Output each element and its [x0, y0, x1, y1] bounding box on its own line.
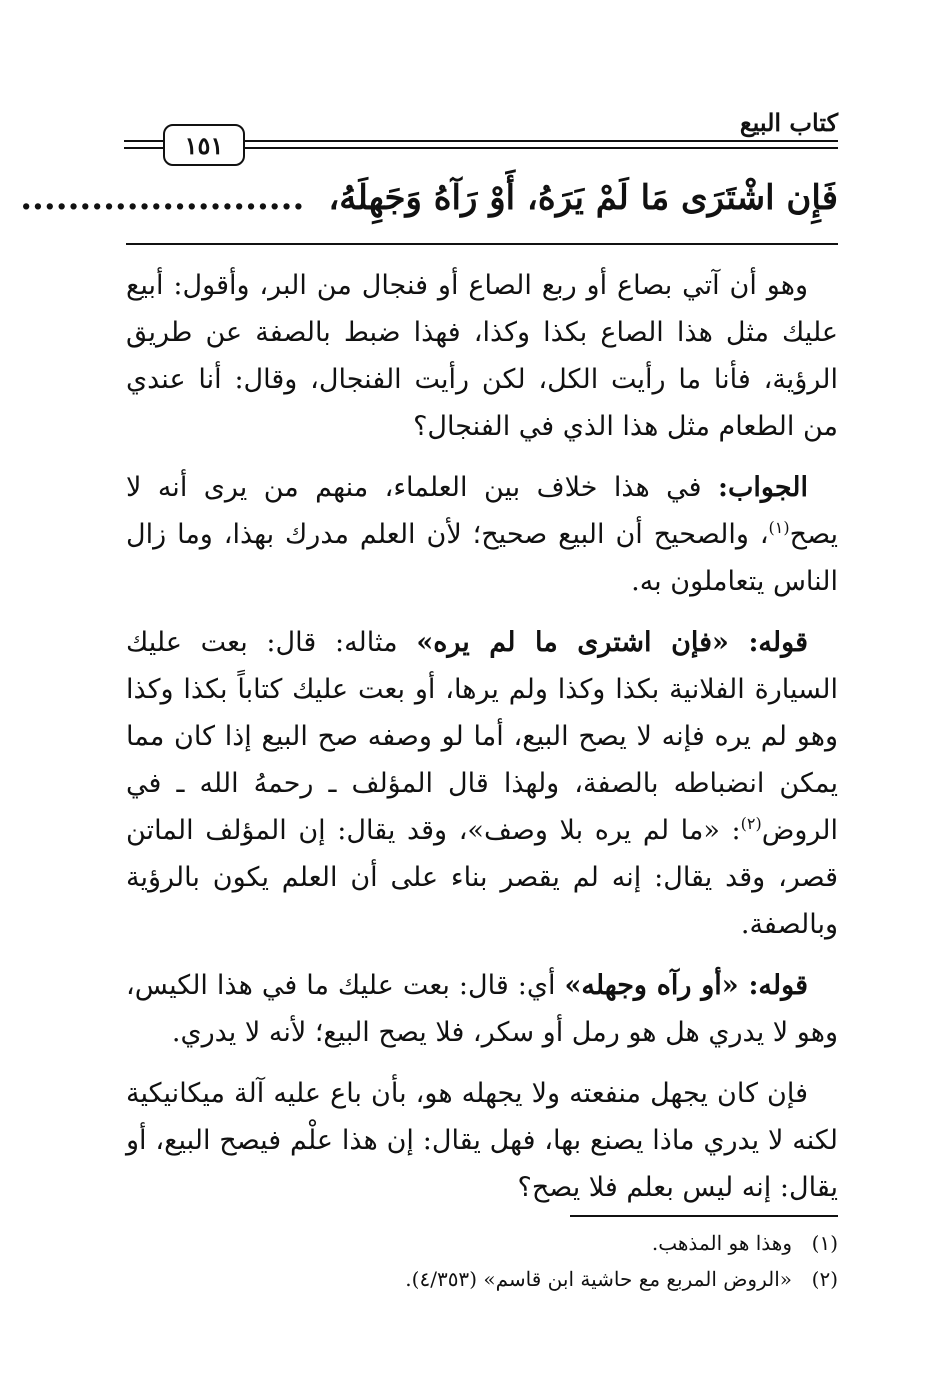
paragraph-4-quote: «أو رآه وجهله» — [564, 970, 749, 1001]
footnote-ref-2: (٢) — [740, 814, 762, 833]
paragraph-2 — [126, 464, 838, 605]
paragraph-2-text-b: ، والصحيح أن البيع صحيح؛ لأن العلم مدرك بهذا، وما زال الناس يتعاملون به. — [126, 519, 838, 597]
paragraph-5: فإن كان يجهل منفعته ولا يجهله هو، بأن باع عليه آلة ميكانيكية لكنه لا يدري ماذا يصنع بها، فهل يقال: إن هذا علْم فيصح البيع، أو يقال: إنه ليس بعلم فلا يصح؟ — [126, 1078, 838, 1203]
footnote-rule — [570, 1215, 838, 1217]
footnotes — [126, 1225, 838, 1297]
paragraph-2-text-a: في هذا خلاف بين العلماء، منهم من يرى أنه لا يصح — [126, 472, 838, 550]
footnote-ref-1: (١) — [768, 518, 790, 537]
paragraph-3-quote: «فإن اشترى ما لم يره» — [416, 627, 749, 658]
matn-dots: ........................ — [20, 178, 305, 218]
page-number: ١٥١ — [184, 130, 224, 160]
qawluhu-label-2: قوله: — [748, 970, 808, 1001]
header-rule-left-bottom — [124, 147, 164, 149]
footnote-1-number: (١) — [811, 1231, 838, 1255]
footnote-1 — [126, 1225, 838, 1261]
footnote-2-number: (٢) — [811, 1267, 838, 1291]
paragraph-4 — [126, 962, 838, 1056]
commentary-body — [126, 262, 838, 1225]
header-rule-bottom — [245, 147, 838, 149]
paragraph-1: وهو أن آتي بصاع أو ربع الصاع أو فنجال من البر، وأقول: أبيع عليك مثل هذا الصاع بكذا وكذا، فهذا ضبط بالصفة عن طريق الرؤية، فأنا ما رأيت الكل، لكن رأيت الفنجال، وقال: أنا عندي من الطعام مثل هذا الذي في الفنجال؟ — [126, 270, 838, 442]
paragraph-3 — [126, 619, 838, 948]
page-header — [120, 108, 838, 168]
footnote-2 — [126, 1261, 838, 1297]
matn-text: فَإِن اشْتَرَى مَا لَمْ يَرَهُ، أَوْ رَآهُ وَجَهِلَهُ، — [328, 178, 838, 218]
header-rule-left-top — [124, 140, 164, 142]
matn-line — [20, 178, 838, 234]
answer-label: الجواب: — [718, 472, 808, 503]
qawluhu-label: قوله: — [748, 627, 808, 658]
page-number-badge — [163, 124, 245, 166]
footnote-2-text: «الروض المربع مع حاشية ابن قاسم» (٤/٣٥٣). — [405, 1267, 792, 1291]
header-rule-top — [245, 140, 838, 142]
paragraph-3-text-b: : «ما لم يره بلا وصف»، وقد يقال: إن المؤلف الماتن قصر، وقد يقال: إنه لم يقصر بناء على أن العلم يكون بالرؤية وبالصفة. — [126, 815, 838, 940]
book-title: كتاب البيع — [739, 108, 838, 137]
paragraph-3-text-a: مثاله: قال: بعت عليك السيارة الفلانية بكذا وكذا ولم يرها، أو بعت عليك كتاباً بكذا وكذا وهو لم يره فإنه لا يصح البيع، أما لو وصفه صح البيع إذا كان مما يمكن انضباطه بالصفة، ولهذا قال المؤلف ـ رحمهُ الله ـ في الروض — [126, 627, 838, 846]
footnote-1-text: وهذا هو المذهب. — [651, 1231, 792, 1255]
paragraph-4-text: أي: قال: بعت عليك ما في هذا الكيس، وهو لا يدري هل هو رمل أو سكر، فلا يصح البيع؛ لأنه لا يدري. — [126, 970, 838, 1048]
matn-separator — [126, 243, 838, 245]
